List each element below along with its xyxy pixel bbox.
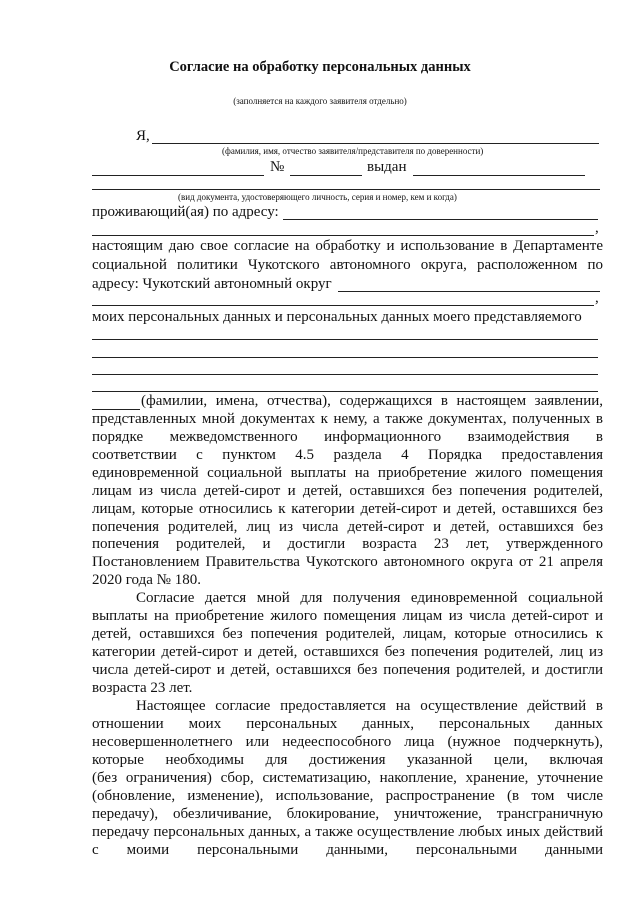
body-line: выплаты на приобретение жилого помещения лицам из числа детей-сирот и (92, 608, 603, 624)
body-line: передачу персональных данных, а также осуществление любых иных действий (92, 824, 603, 840)
body-line: Постановлением Правительства Чукотского автономного округа от 21 апреля (92, 554, 603, 570)
body-line: социальной политики Чукотского автономного округа, расположенном по (92, 257, 603, 273)
fio-field[interactable] (152, 143, 599, 144)
body-line: (без ограничения) сбор, систематизацию, накопление, хранение, уточнение (92, 770, 603, 786)
number-sign: № (270, 159, 285, 175)
body-line: 2020 года № 180. (92, 572, 201, 588)
body-line: отношении моих персональных данных, персональных данных (92, 716, 603, 732)
document-subtitle: (заполняется на каждого заявителя отдельно) (233, 96, 407, 106)
body-line: лицам из числа детей-сирот и детей, оставшихся без попечения родителей, (92, 483, 603, 499)
represented-person-line[interactable] (92, 409, 140, 410)
represented-person-line[interactable] (92, 357, 598, 358)
issued-label: выдан (367, 159, 407, 175)
body-line: соответствии с пунктом 4.5 раздела 4 Порядка предоставления (92, 447, 603, 463)
document-title: Согласие на обработку персональных данных (169, 59, 471, 75)
body-line: (обновление, изменение), использование, распространение (в том числе (92, 788, 603, 804)
body-line: несовершеннолетнего или недееспособного лица (нужное подчеркнуть), (92, 734, 603, 750)
document-hint: (вид документа, удостоверяющего личность, серия и номер, кем и когда) (178, 192, 457, 202)
body-line: попечения родителей, и достигли возраста 23 лет, утвержденного (92, 536, 603, 552)
body-line: категории детей-сирот и детей, оставшихся без попечения родителей, лиц из (92, 644, 603, 660)
address-field[interactable] (283, 219, 598, 220)
represented-person-line[interactable] (92, 374, 598, 375)
address-field-line2[interactable] (92, 235, 594, 236)
body-line: лицам, которые относились к категории детей-сирот и детей, оставшихся без (92, 501, 603, 517)
body-line: Настоящее согласие предоставляется на осуществление действий в (136, 698, 603, 714)
fio-hint: (фамилия, имя, отчество заявителя/представителя по доверенности) (222, 146, 484, 156)
body-line: с моими персональными данными, персональными данными (92, 842, 603, 858)
body-line: адресу: Чукотский автономный округ (92, 276, 332, 292)
document-number-field[interactable] (290, 175, 362, 176)
body-line: возраста 23 лет. (92, 680, 193, 696)
address-label: проживающий(ая) по адресу: (92, 204, 279, 220)
comma-mark: , (595, 220, 599, 236)
body-line: числа детей-сирот и детей, оставшихся без попечения родителей, и достигли (92, 662, 603, 678)
body-line: (фамилии, имена, отчества), содержащихся в настоящем заявлении, (141, 393, 603, 409)
body-line: Согласие дается мной для получения единовременной социальной (136, 590, 603, 606)
comma-mark: , (595, 290, 599, 306)
department-address-line2[interactable] (92, 305, 594, 306)
body-line: настоящим даю свое согласие на обработку и использование в Департаменте (92, 238, 603, 254)
ya-label: Я, (136, 128, 150, 144)
issued-by-field[interactable] (413, 175, 585, 176)
document-details-line[interactable] (92, 189, 600, 190)
body-line: представленных мной документах к нему, а также документах, полученных в (92, 411, 603, 427)
body-line: моих персональных данных и персональных данных моего представляемого (92, 309, 582, 325)
document-type-field[interactable] (92, 175, 264, 176)
department-address-field[interactable] (338, 291, 600, 292)
body-line: единовременной социальной выплаты на приобретение жилого помещения (92, 465, 603, 481)
represented-person-line[interactable] (92, 391, 598, 392)
body-line: детей, оставшихся без попечения родителей, лицам, которые относились к (92, 626, 603, 642)
body-line: попечения родителей, лиц из числа детей-сирот и детей, оставшихся без (92, 519, 603, 535)
represented-person-line[interactable] (92, 339, 598, 340)
body-line: порядке межведомственного информационного взаимодействия в (92, 429, 603, 445)
body-line: которые необходимы для достижения указанной цели, включая (92, 752, 603, 768)
body-line: передачу), обезличивание, блокирование, уничтожение, трансграничную (92, 806, 603, 822)
